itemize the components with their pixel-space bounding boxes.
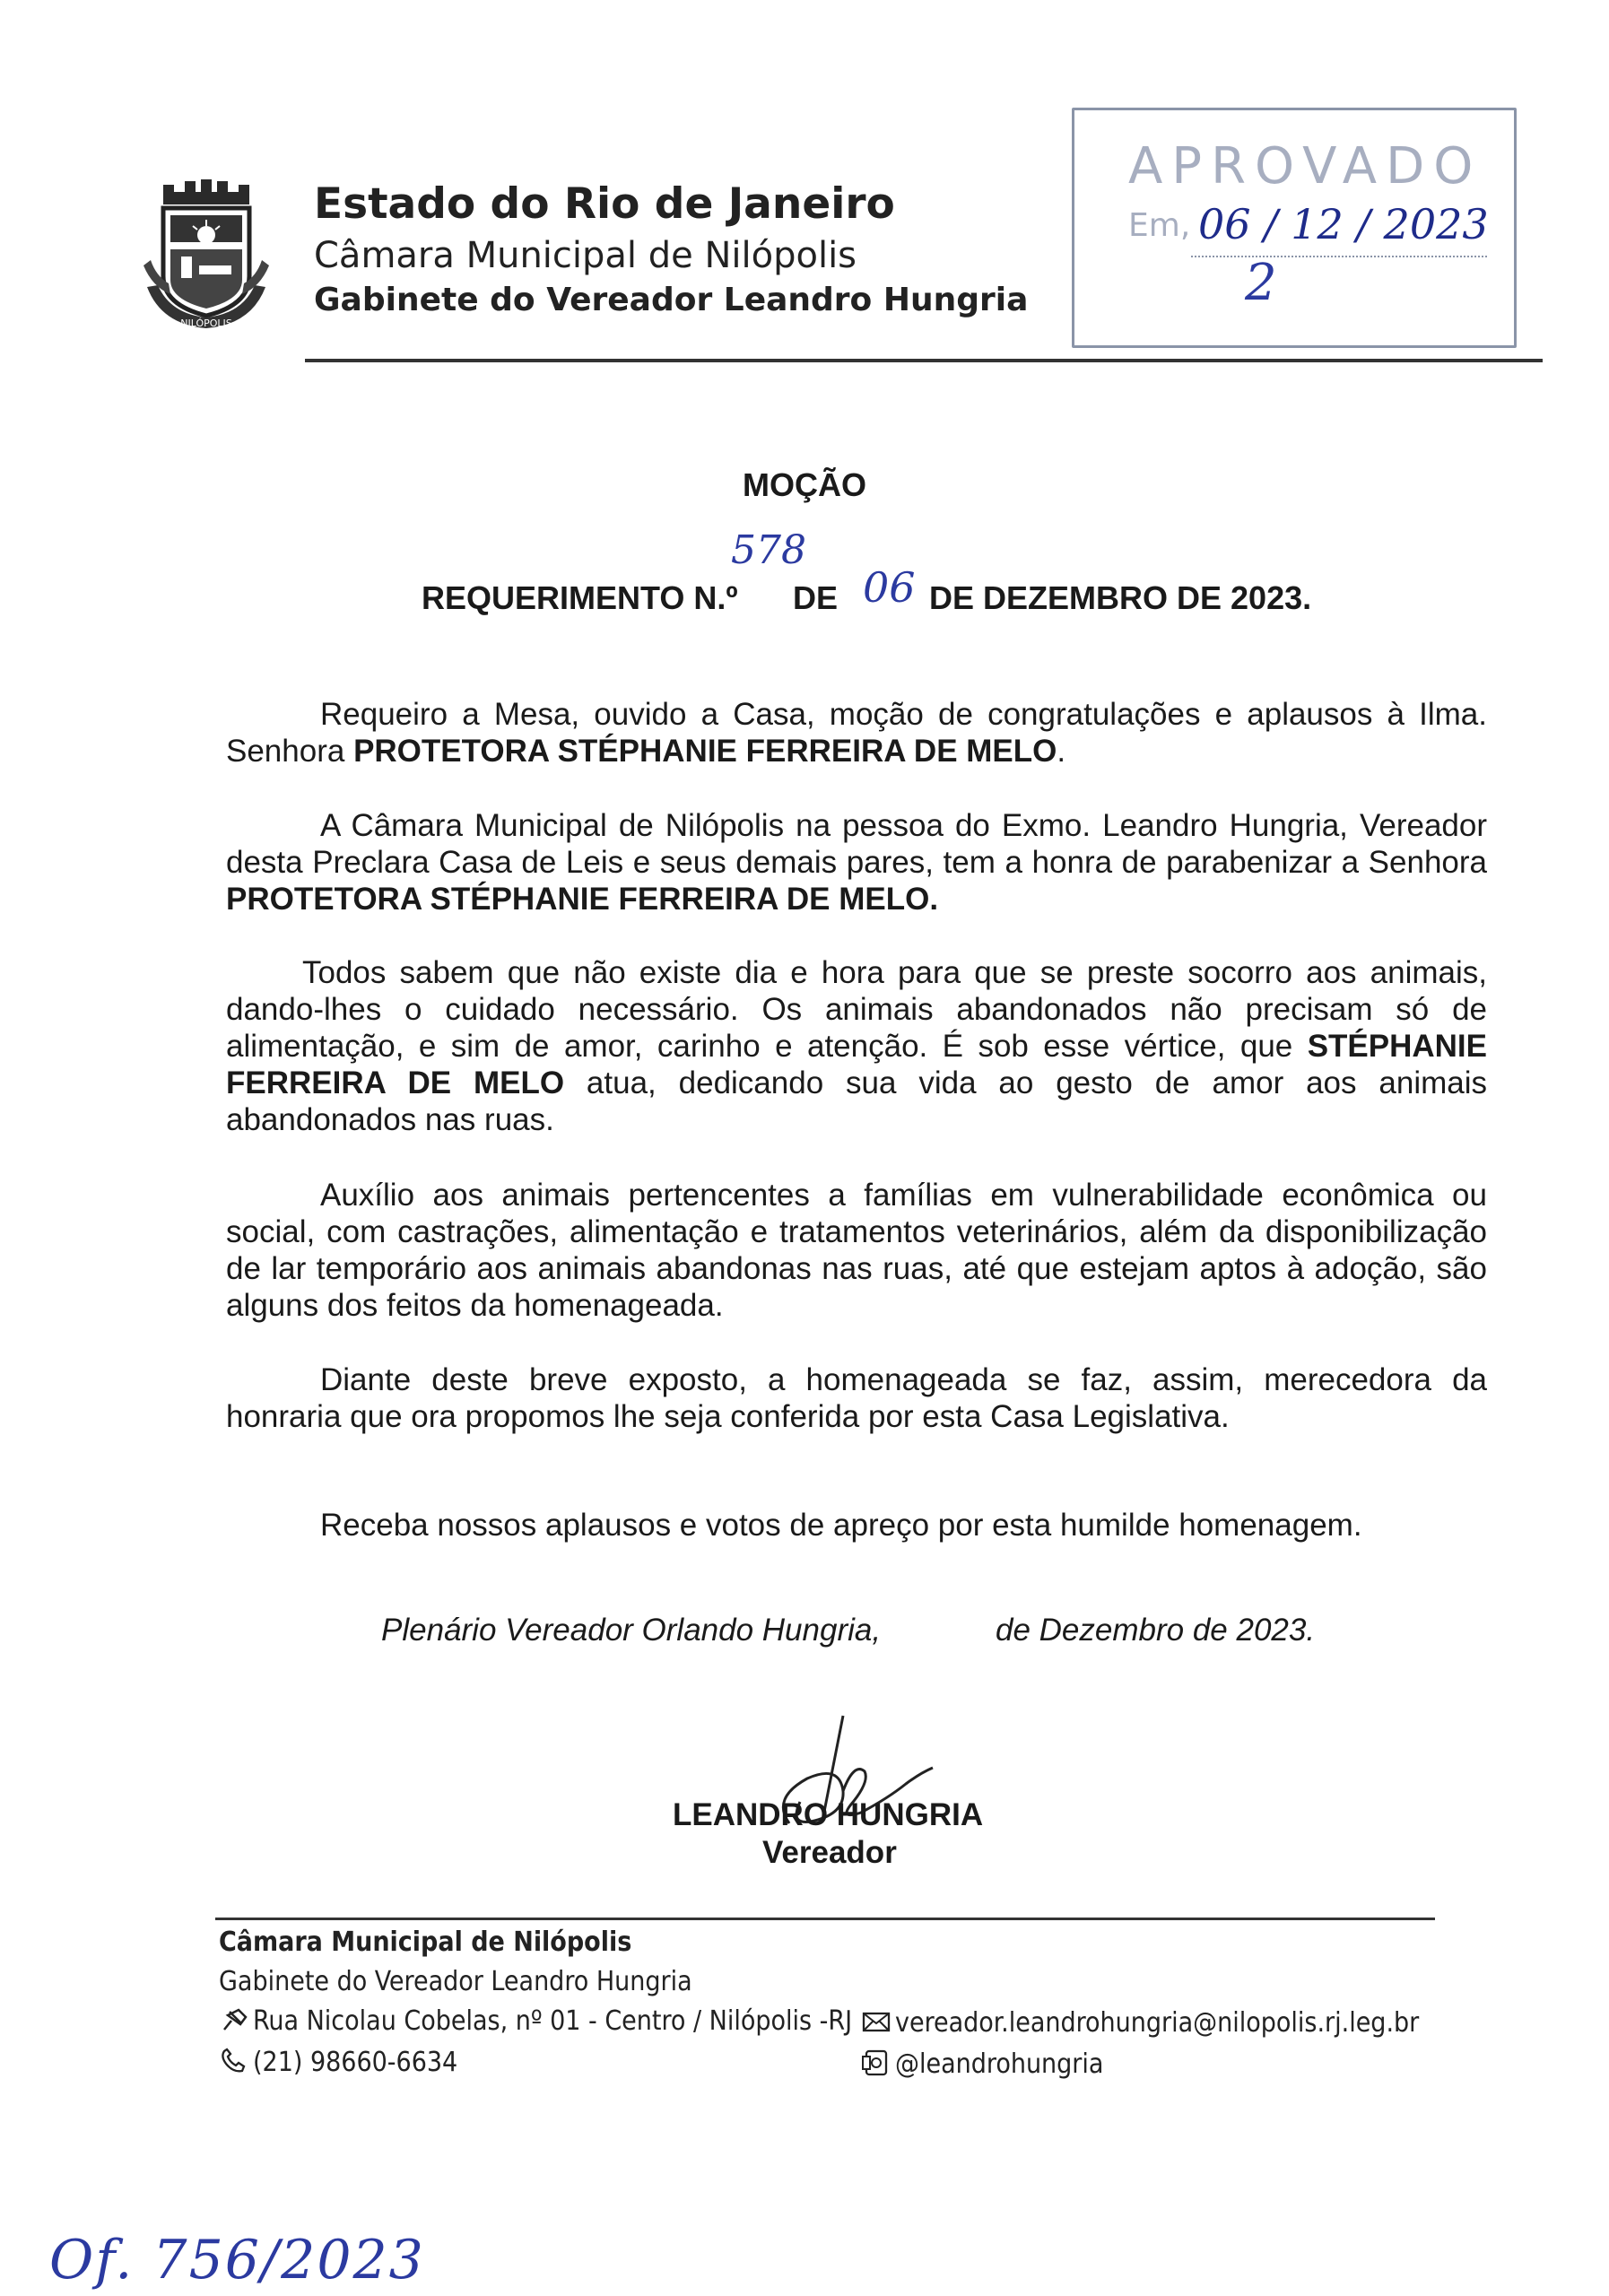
document-title: MOÇÃO — [743, 466, 866, 503]
crest-text: NILÓPOLIS — [180, 317, 232, 329]
paragraph-5: Diante deste breve exposto, a homenageada se faz, assim, merecedora da honraria que ora propomos lhe seja conferida por esta Casa Legislativa. — [226, 1362, 1487, 1434]
footer-address: Rua Nicolau Cobelas, nº 01 - Centro / Nilópolis -RJ — [219, 2005, 852, 2037]
paragraph-2: A Câmara Municipal de Nilópolis na pessoa do Exmo. Leandro Hungria, Vereador desta Preclara Casa de Leis e seus demais pares, tem a honra de parabenizar a Senhora PROTETORA STÉPHANIE FERREIRA DE MELO. — [226, 808, 1487, 917]
closing-date: de Dezembro de 2023. — [996, 1613, 1316, 1648]
footer-org: Câmara Municipal de Nilópolis — [219, 1926, 632, 1958]
stamp-number: 2 — [1245, 254, 1277, 312]
stamp-date-prefix: Em, — [1128, 207, 1191, 244]
header-title: Estado do Rio de Janeiro — [314, 179, 895, 229]
pin-icon — [219, 2006, 249, 2033]
header-subtitle: Câmara Municipal de Nilópolis — [314, 235, 857, 276]
paragraph-3: Todos sabem que não existe dia e hora para que se preste socorro aos animais, dando-lhes o cuidado necessário. Os animais abandonados não precisam só de alimentação, e sim de amor, carinho e atenção. É sob esse vértice, que STÉPHANIE FERREIRA DE MELO atua, dedicando sua vida ao gesto de amor aos animais abandonados nas ruas. — [226, 955, 1487, 1137]
request-number: 578 — [731, 527, 806, 573]
header-divider — [305, 359, 1543, 362]
stamp-label: APROVADO — [1128, 137, 1483, 196]
request-suffix: DE DEZEMBRO DE 2023. — [929, 579, 1312, 616]
signer-name: LEANDRO HUNGRIA — [673, 1797, 984, 1832]
request-prefix: REQUERIMENTO N.º — [422, 579, 738, 616]
header-office: Gabinete do Vereador Leandro Hungria — [314, 282, 1029, 318]
closing-place: Plenário Vereador Orlando Hungria, — [381, 1613, 882, 1648]
footer-office: Gabinete do Vereador Leandro Hungria — [219, 1966, 692, 1997]
municipal-crest-icon — [144, 179, 269, 336]
footer-social: @leandrohungria — [861, 2048, 1103, 2080]
stamp-date-line — [1191, 256, 1487, 257]
phone-icon — [219, 2048, 249, 2074]
instagram-icon — [861, 2049, 891, 2076]
paragraph-1: Requeiro a Mesa, ouvido a Casa, moção de congratulações e aplausos à Ilma. Senhora PROTETORA STÉPHANIE FERREIRA DE MELO. — [226, 697, 1487, 769]
request-de: DE — [793, 579, 839, 616]
signer-role: Vereador — [762, 1835, 897, 1870]
footer-phone: (21) 98660-6634 — [219, 2047, 457, 2078]
paragraph-6: Receba nossos aplausos e votos de apreço por esta humilde homenagem. — [320, 1508, 1362, 1543]
stamp-date: 06 / 12 / 2023 — [1198, 200, 1489, 248]
paragraph-4: Auxílio aos animais pertencentes a famílias em vulnerabilidade econômica ou social, com castrações, alimentação e tratamentos veterinários, além da disponibilização de lar temporário aos animais abandonas nas ruas, até que estejam aptos à adoção, são alguns dos feitos da homenageada. — [226, 1178, 1487, 1323]
approval-stamp — [1072, 108, 1517, 348]
request-day: 06 — [863, 563, 916, 612]
handwritten-reference: Of. 756/2023 — [49, 2229, 425, 2292]
email-icon — [861, 2008, 891, 2035]
footer-email: vereador.leandrohungria@nilopolis.rj.leg.br — [861, 2007, 1419, 2039]
footer-divider — [215, 1918, 1435, 1920]
